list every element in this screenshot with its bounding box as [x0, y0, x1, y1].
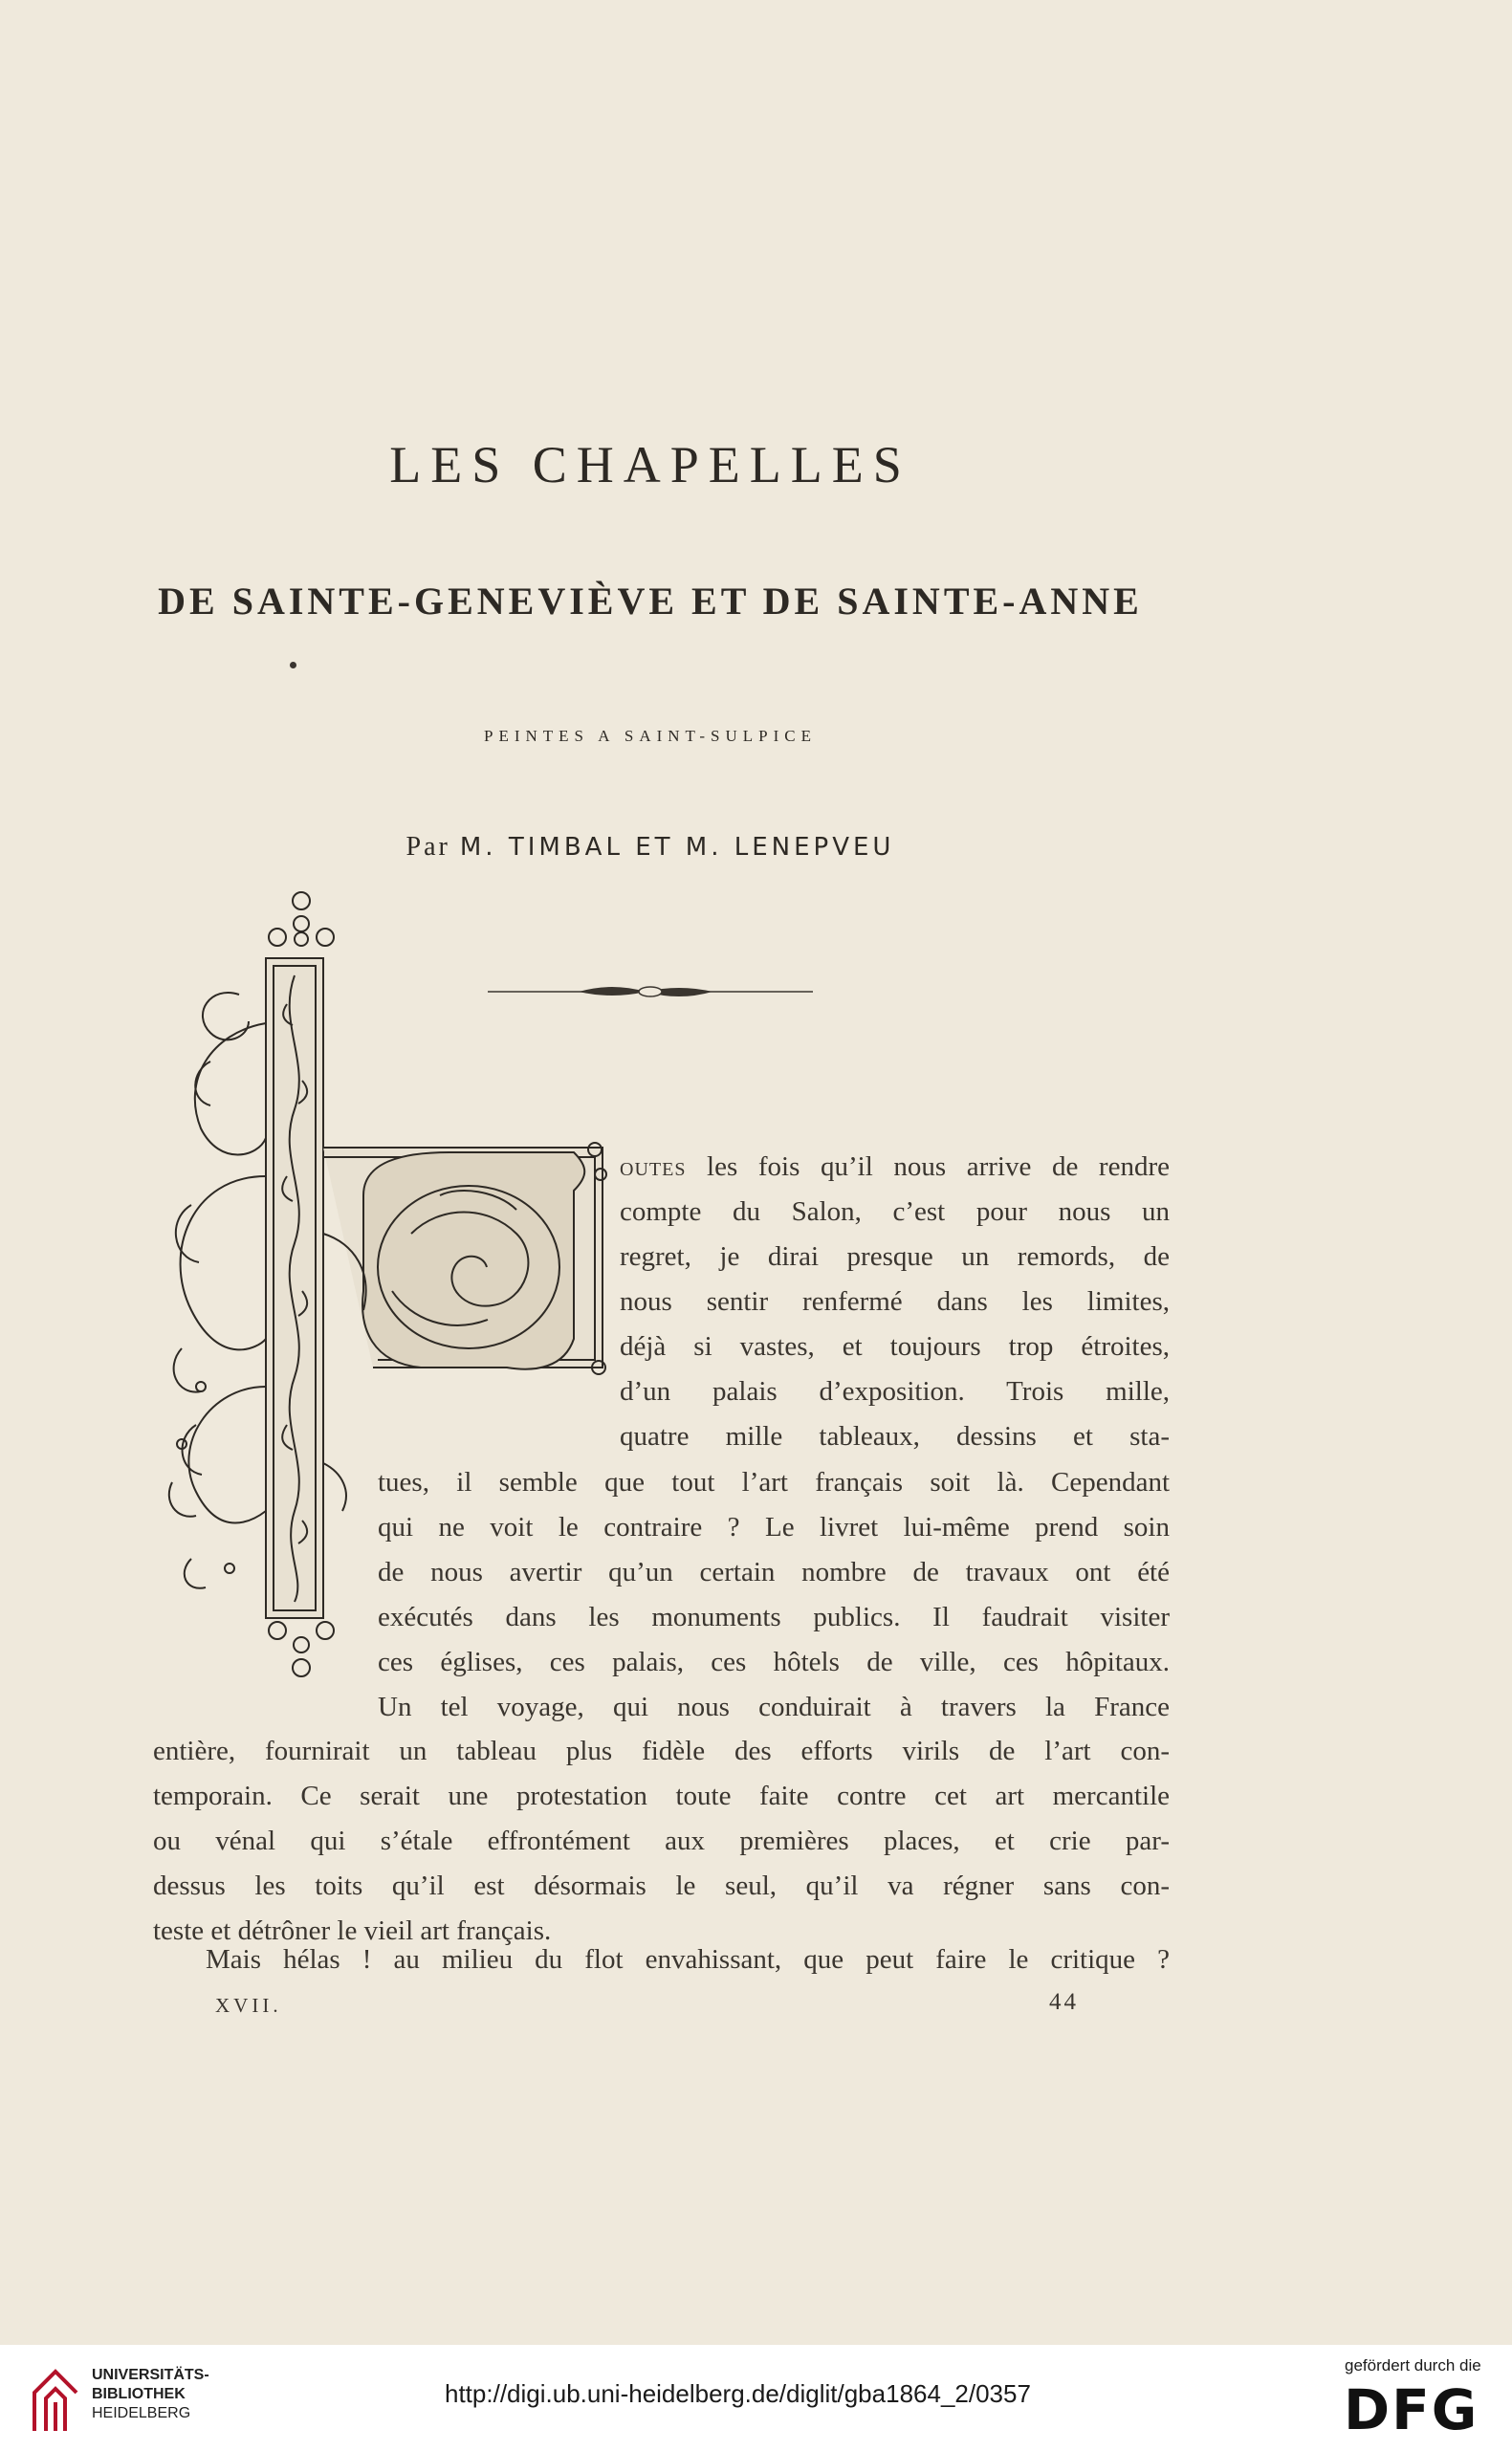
text-line: ces églises, ces palais, ces hôtels de ville, ces hôpitaux. — [378, 1647, 1170, 1677]
text-line: de nous avertir qu’un certain nombre de travaux ont été — [378, 1557, 1170, 1587]
text-line: déjà si vastes, et toujours trop étroites, — [620, 1331, 1170, 1362]
text-line: temporain. Ce serait une protestation toute faite contre cet art mercantile — [153, 1781, 1170, 1811]
text-line: teste et détrôner le vieil art français. — [153, 1915, 552, 1946]
paragraph-1-full-width — [153, 1729, 1170, 1954]
dfg-logo: DFG — [1344, 2377, 1479, 2442]
institution-line: UNIVERSITÄTS- — [92, 2367, 209, 2383]
text-line: compte du Salon, c’est pour nous un — [620, 1196, 1170, 1227]
paragraph-1-right-column — [620, 1145, 1170, 1459]
text-line: qui ne voit le contraire ? Le livret lui-même prend soin — [378, 1512, 1170, 1543]
text-line — [620, 1145, 1170, 1190]
text-line: entière, fournirait un tableau plus fidèle des efforts virils de l’art con- — [153, 1736, 1170, 1766]
text-line: quatre mille tableaux, dessins et sta- — [620, 1421, 1170, 1452]
ink-dot — [290, 662, 296, 668]
university-library-logo-icon — [27, 2364, 86, 2433]
institution-line: BIBLIOTHEK — [92, 2386, 186, 2402]
digitization-footer — [0, 2345, 1512, 2451]
page-number: 44 — [1049, 1989, 1079, 2015]
article-subtitle: DE SAINTE-GENEVIÈVE ET DE SAINTE-ANNE — [158, 580, 1143, 623]
paragraph-1-middle-column — [378, 1460, 1170, 1730]
text-line: Un tel voyage, qui nous conduirait à travers la France — [378, 1692, 1170, 1722]
byline-authors: M. TIMBAL ET M. LENEPVEU — [459, 833, 895, 862]
text-line: exécutés dans les monuments publics. Il faudrait visiter — [378, 1602, 1170, 1632]
paragraph-2: Mais hélas ! au milieu du flot envahissant, que peut faire le critique ? — [206, 1944, 1170, 1975]
text-line: ou vénal qui s’étale effrontément aux premières places, et crie par- — [153, 1826, 1170, 1856]
institution-line: HEIDELBERG — [92, 2405, 191, 2421]
institution-name — [92, 2366, 209, 2423]
text-line: regret, je dirai presque un remords, de — [620, 1241, 1170, 1272]
byline — [0, 832, 1301, 863]
text-line: d’un palais d’exposition. Trois mille, — [620, 1376, 1170, 1407]
text-line: nous sentir renfermé dans les limites, — [620, 1286, 1170, 1317]
painted-location: PEINTES A SAINT-SULPICE — [483, 727, 817, 745]
signature-mark: XVII. — [215, 1994, 282, 2017]
permalink-url[interactable]: http://digi.ub.uni-heidelberg.de/diglit/gba1864_2/0357 — [445, 2379, 1031, 2408]
text-line: tues, il semble que tout l’art français soit là. Cependant — [378, 1467, 1170, 1498]
article-title: LES CHAPELLES — [389, 436, 911, 493]
text-line-rest: les fois qu’il nous arrive de rendre — [686, 1151, 1170, 1182]
text-line: dessus les toits qu’il est désormais le seul, qu’il va régner sans con- — [153, 1871, 1170, 1901]
initial-word-continuation: outes — [620, 1151, 687, 1182]
funded-by-label: gefördert durch die — [1345, 2356, 1481, 2374]
byline-prefix: Par — [405, 832, 450, 862]
